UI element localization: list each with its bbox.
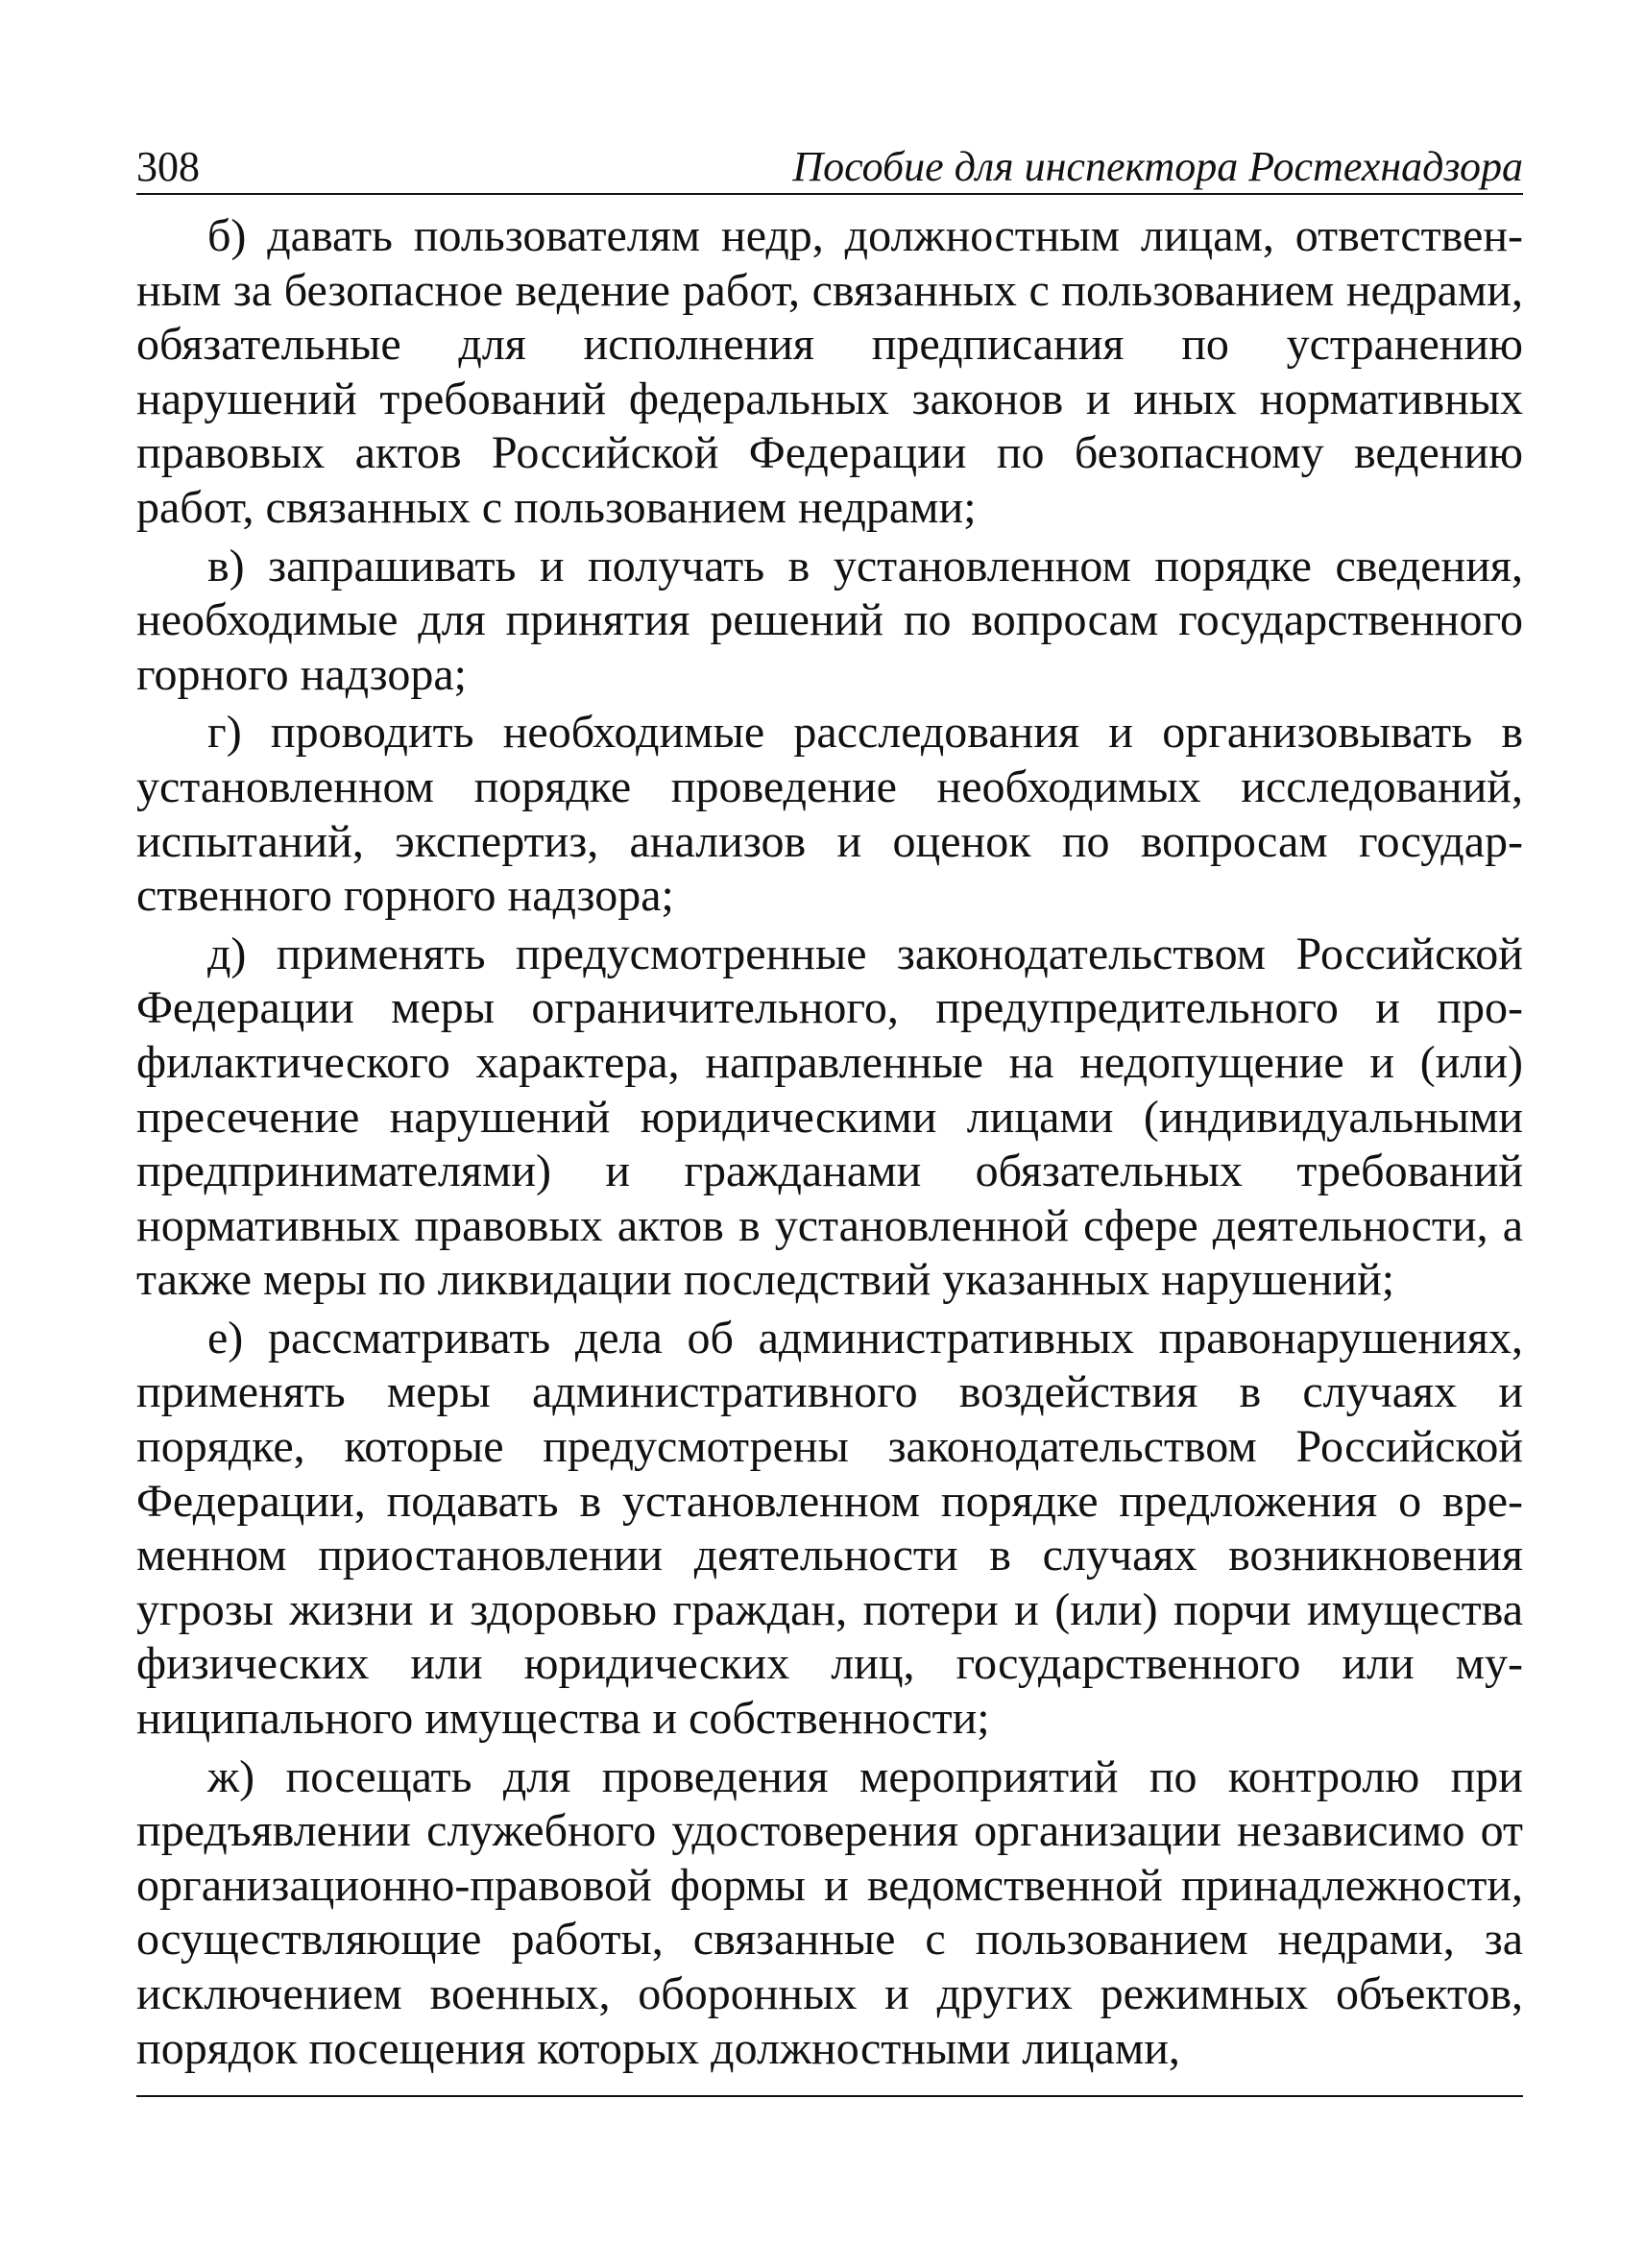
paragraph-zh: ж) посещать для проведения мероприятий по контролю при предъявлении служебного удостоверения организации независимо от организационно-правовой формы и ведомственной принадлежности, осуществляющие работы, связанные с пользованием недрами, за исключением военных, оборонных и других режимных объектов, порядок посещения которых должностными лицами, (136, 1750, 1523, 2074)
paragraph-g: г) проводить необходимые расследования и организовывать в установленном порядке проведение необходимых исследований, испытаний, экспертиз, анализов и оценок по вопросам государственного горного надзора; (136, 707, 1523, 922)
paragraph-b: б) давать пользователям недр, должностным лицам, ответственным за безопасное ведение работ, связанных с пользованием недрами, обязательные для исполнения предписания по устранению нарушений требований федеральных законов и иных нормативных правовых актов Российской Федерации по безопасному ведению работ, связанных с пользованием недрами; (136, 210, 1523, 533)
footer-rule (136, 2095, 1523, 2097)
paragraph-v: в) запрашивать и получать в установленном порядке сведения, необходимые для принятия решений по вопросам государственного горного надзора; (136, 540, 1523, 700)
body-text (136, 209, 1523, 2080)
paragraph-d: д) применять предусмотренные законодательством Российской Федерации меры ограничительного, предупредительного и профилактического характера, направленные на недопущение и (или) пресечение нарушений юридическими лицами (индивидуальными предпринимателями) и гражданами обязательных требований нормативных правовых актов в установленной сфере деятельности, а также меры по ликвидации последствий указанных нарушений; (136, 928, 1523, 1306)
header-rule (136, 193, 1523, 195)
running-title: Пособие для инспектора Ростехнадзора (792, 143, 1523, 190)
page-number: 308 (136, 143, 200, 190)
paragraph-e: е) рассматривать дела об административных правонарушениях, применять меры административного воздействия в случаях и порядке, которые предусмотрены законодательством Российской Федерации, подавать в установленном порядке предложения о временном приостановлении деятельности в случаях возникновения угрозы жизни и здоровью граждан, потери и (или) порчи имущества физических или юридических лиц, государственного или муниципального имущества и собственности; (136, 1312, 1523, 1745)
running-head (136, 142, 1523, 192)
